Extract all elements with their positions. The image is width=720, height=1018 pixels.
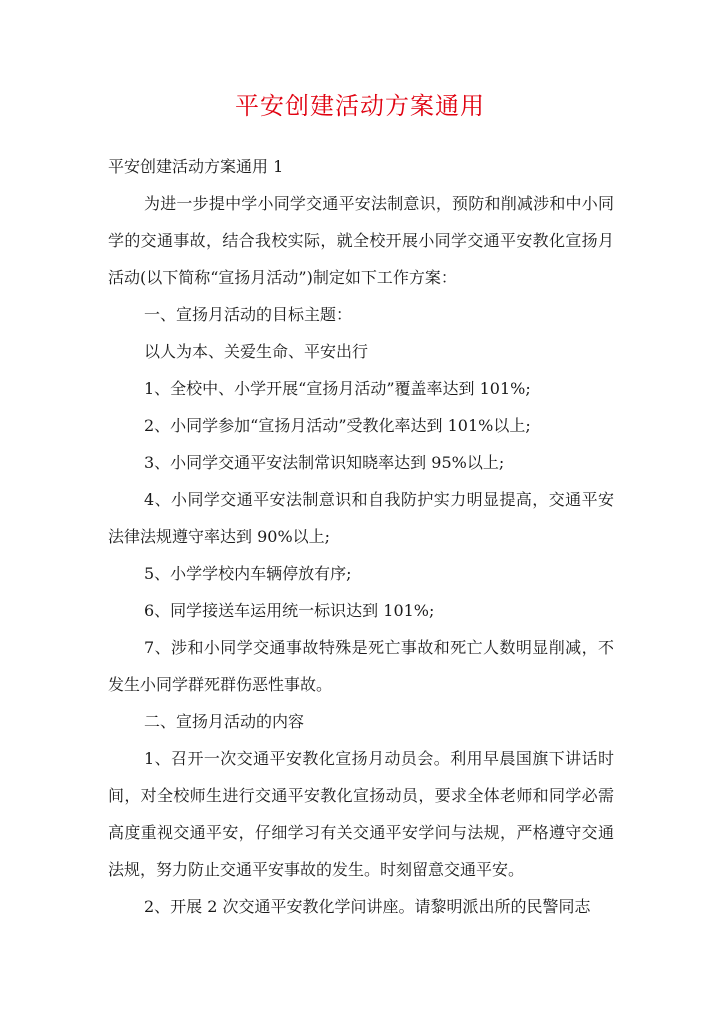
paragraph-theme: 以人为本、关爱生命、平安出行	[144, 342, 369, 361]
list-item-goal-1: 1、全校中、小学开展“宣扬月活动”覆盖率达到 101%;	[144, 379, 531, 398]
document-title: 平安创建活动方案通用	[235, 92, 485, 120]
section-heading-goals: 一、宣扬月活动的目标主题：	[144, 305, 353, 324]
section-heading-content: 二、宣扬月活动的内容	[144, 712, 305, 731]
list-item-content-1: 1、召开一次交通平安教化宣扬月动员会。利用早晨国旗下讲话时间，对全校师生进行交通平安教化宣扬动员，要求全体老师和同学必需高度重视交通平安，仔细学习有关交通平安学问与法规，严格遵守交通法规，努力防止交通平安事故的发生。时刻留意交通平安。	[108, 749, 614, 879]
list-item-goal-7: 7、涉和小同学交通事故特殊是死亡事故和死亡人数明显削减，不发生小同学群死群伤恶性事故。	[108, 638, 614, 694]
paragraph-intro: 为进一步提中学小同学交通平安法制意识，预防和削减涉和中小同学的交通事故，结合我校实际，就全校开展小同学交通平安教化宣扬月活动(以下简称“宣扬月活动”)制定如下工作方案：	[108, 194, 614, 287]
paragraph-subtitle: 平安创建活动方案通用 1	[108, 157, 284, 176]
list-item-content-2: 2、开展 2 次交通平安教化学问讲座。请黎明派出所的民警同志	[144, 897, 591, 916]
document-body	[108, 148, 614, 925]
list-item-goal-3: 3、小同学交通平安法制常识知晓率达到 95%以上;	[144, 453, 505, 472]
list-item-goal-4: 4、小同学交通平安法制意识和自我防护实力明显提高，交通平安法律法规遵守率达到 90%以上;	[108, 490, 614, 546]
list-item-goal-5: 5、小学学校内车辆停放有序;	[144, 564, 352, 583]
list-item-goal-2: 2、小同学参加“宣扬月活动”受教化率达到 101%以上;	[144, 416, 531, 435]
list-item-goal-6: 6、同学接送车运用统一标识达到 101%;	[144, 601, 435, 620]
